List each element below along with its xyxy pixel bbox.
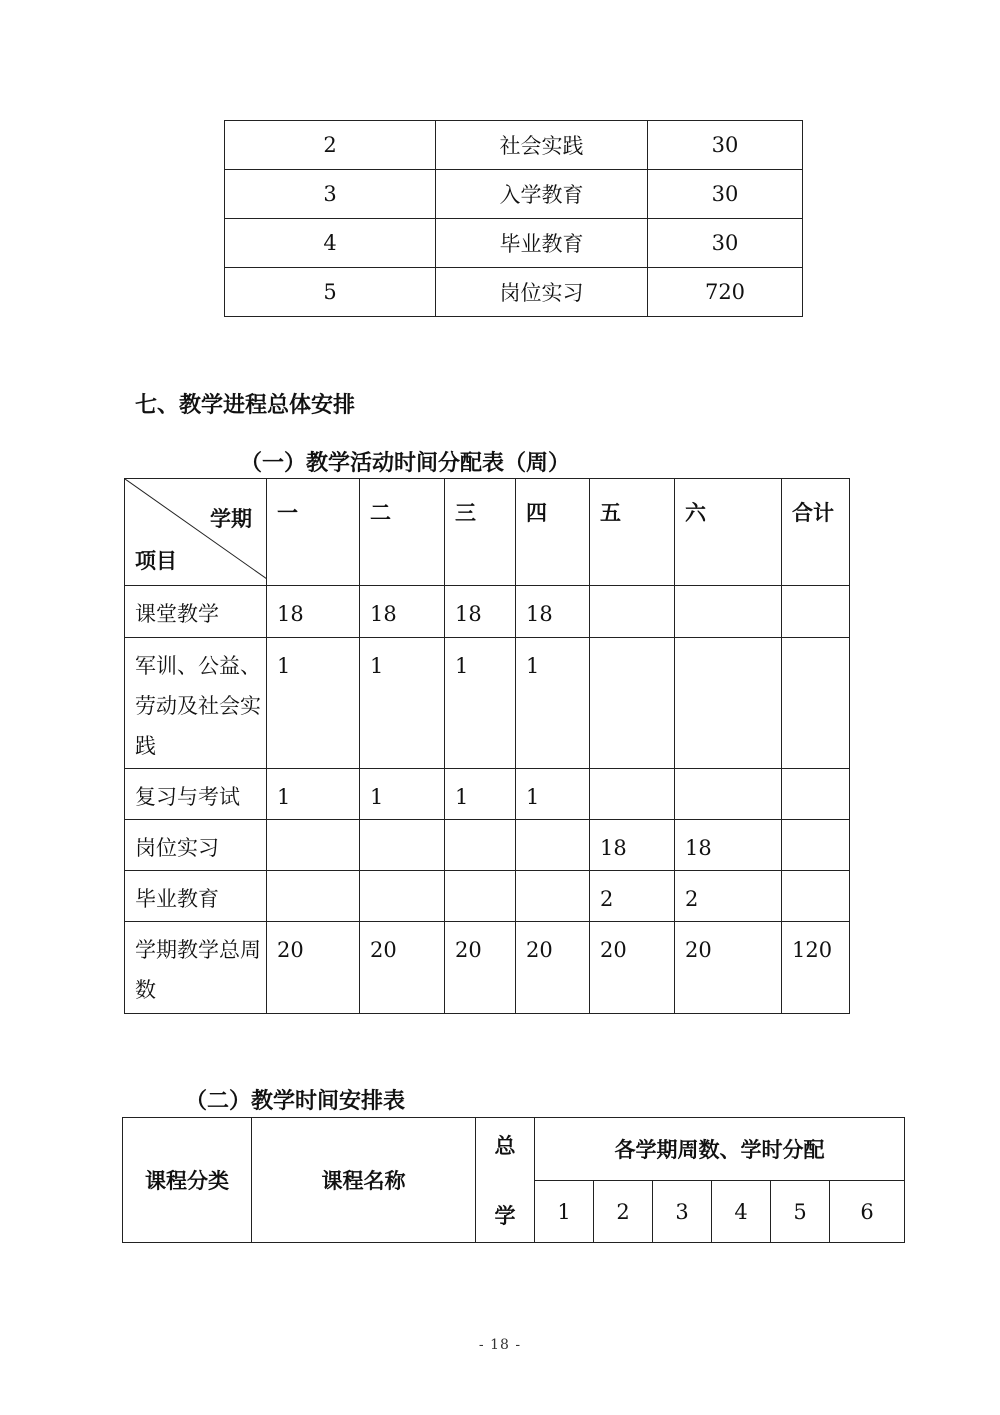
subsection-title-schedule: （二）教学时间安排表 — [185, 1088, 406, 1114]
value-cell: 1 — [516, 769, 590, 820]
column-header: 四 — [516, 479, 590, 586]
column-header: 二 — [360, 479, 445, 586]
table-row — [125, 871, 850, 922]
column-header: 三 — [445, 479, 516, 586]
semester-distribution-header: 各学期周数、学时分配 — [535, 1118, 905, 1181]
semester-number-cell: 1 — [535, 1181, 594, 1243]
corner-semester-label: 学期 — [210, 506, 252, 531]
table-row — [125, 638, 850, 769]
hours-cell: 720 — [648, 268, 803, 317]
hours-cell: 30 — [648, 121, 803, 170]
semester-number-cell: 4 — [712, 1181, 771, 1243]
row-number-cell: 2 — [225, 121, 436, 170]
value-cell — [782, 871, 850, 922]
total-header-top: 总 — [494, 1133, 516, 1158]
value-cell: 2 — [590, 871, 675, 922]
value-cell — [267, 871, 360, 922]
column-header: 一 — [267, 479, 360, 586]
semester-number-cell: 3 — [653, 1181, 712, 1243]
value-cell — [782, 769, 850, 820]
value-cell — [445, 871, 516, 922]
section-title: 七、教学进程总体安排 — [135, 392, 356, 418]
value-cell — [516, 820, 590, 871]
row-label-cell: 复习与考试 — [125, 769, 267, 820]
value-cell — [590, 586, 675, 638]
row-label-cell: 毕业教育 — [125, 871, 267, 922]
table-row — [225, 219, 803, 268]
value-cell — [782, 820, 850, 871]
item-name-cell: 毕业教育 — [436, 219, 648, 268]
table-header-row — [125, 479, 850, 586]
row-label-cell: 军训、公益、劳动及社会实践 — [125, 638, 267, 769]
value-cell: 18 — [267, 586, 360, 638]
value-cell: 20 — [590, 922, 675, 1014]
column-header: 合计 — [782, 479, 850, 586]
corner-cell — [125, 479, 267, 586]
semester-number-cell: 2 — [594, 1181, 653, 1243]
row-label-cell: 岗位实习 — [125, 820, 267, 871]
table-row — [125, 820, 850, 871]
value-cell — [782, 638, 850, 769]
row-number-cell: 3 — [225, 170, 436, 219]
value-cell: 1 — [360, 638, 445, 769]
value-cell: 20 — [675, 922, 782, 1014]
table-header-row — [123, 1118, 905, 1181]
value-cell: 1 — [516, 638, 590, 769]
value-cell — [516, 871, 590, 922]
value-cell — [590, 769, 675, 820]
value-cell: 18 — [675, 820, 782, 871]
value-cell — [360, 820, 445, 871]
course-category-header: 课程分类 — [123, 1118, 252, 1243]
value-cell: 18 — [360, 586, 445, 638]
value-cell — [675, 769, 782, 820]
column-header: 六 — [675, 479, 782, 586]
hours-cell: 30 — [648, 219, 803, 268]
time-allocation-table — [124, 478, 850, 1014]
row-number-cell: 4 — [225, 219, 436, 268]
value-cell — [590, 638, 675, 769]
corner-item-label: 项目 — [135, 548, 177, 573]
value-cell — [445, 820, 516, 871]
total-header-bottom: 学 — [494, 1203, 516, 1228]
activity-hours-table — [224, 120, 803, 317]
semester-number-cell: 6 — [830, 1181, 905, 1243]
hours-cell: 30 — [648, 170, 803, 219]
value-cell: 120 — [782, 922, 850, 1014]
value-cell: 18 — [516, 586, 590, 638]
value-cell: 2 — [675, 871, 782, 922]
item-name-cell: 社会实践 — [436, 121, 648, 170]
value-cell: 20 — [267, 922, 360, 1014]
row-number-cell: 5 — [225, 268, 436, 317]
teaching-schedule-table — [122, 1117, 905, 1243]
column-header: 五 — [590, 479, 675, 586]
table-row — [125, 586, 850, 638]
value-cell — [267, 820, 360, 871]
table-row — [125, 922, 850, 1014]
row-label-cell: 学期教学总周数 — [125, 922, 267, 1014]
value-cell: 20 — [445, 922, 516, 1014]
value-cell: 20 — [516, 922, 590, 1014]
page-number: - 18 - — [478, 1337, 522, 1353]
table-row — [225, 121, 803, 170]
value-cell — [675, 638, 782, 769]
item-name-cell: 入学教育 — [436, 170, 648, 219]
total-hours-header — [476, 1118, 535, 1243]
table-row — [125, 769, 850, 820]
value-cell — [782, 586, 850, 638]
value-cell: 1 — [445, 769, 516, 820]
value-cell: 1 — [445, 638, 516, 769]
value-cell: 18 — [590, 820, 675, 871]
value-cell: 18 — [445, 586, 516, 638]
row-label-cell: 课堂教学 — [125, 586, 267, 638]
semester-number-cell: 5 — [771, 1181, 830, 1243]
value-cell — [360, 871, 445, 922]
table-row — [225, 268, 803, 317]
value-cell — [675, 586, 782, 638]
item-name-cell: 岗位实习 — [436, 268, 648, 317]
subsection-title-time-allocation: （一）教学活动时间分配表（周） — [240, 450, 571, 476]
value-cell: 20 — [360, 922, 445, 1014]
value-cell: 1 — [267, 769, 360, 820]
value-cell: 1 — [267, 638, 360, 769]
table-row — [225, 170, 803, 219]
value-cell: 1 — [360, 769, 445, 820]
course-name-header: 课程名称 — [252, 1118, 476, 1243]
